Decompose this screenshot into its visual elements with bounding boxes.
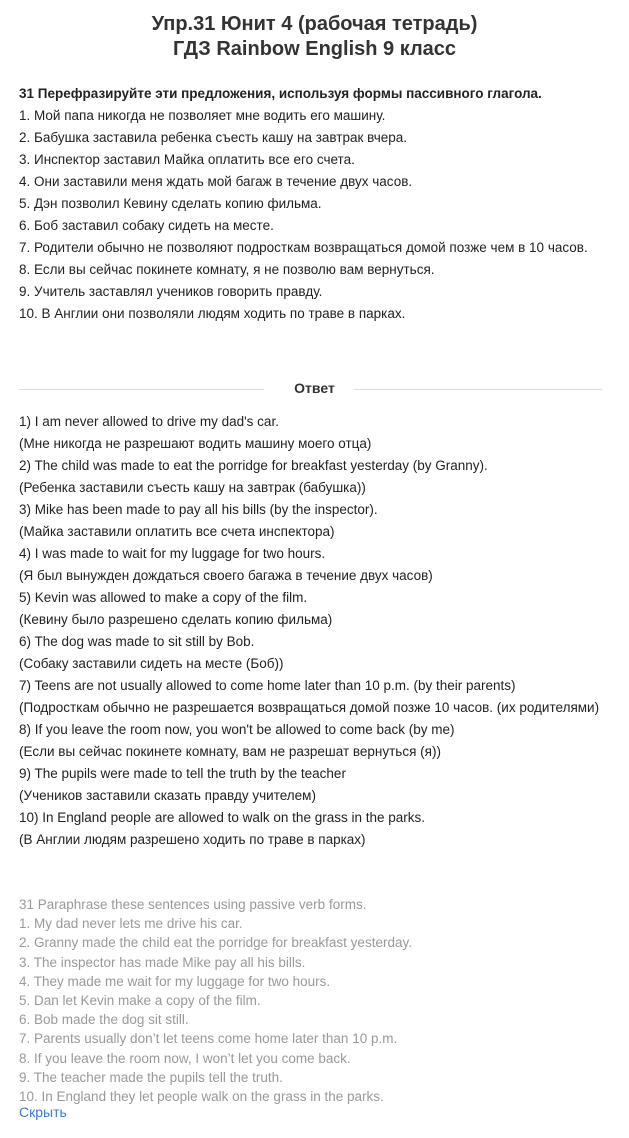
answer-line: (Я был вынужден дождаться своего багажа в течение двух часов) [19,568,433,583]
answer-line: 8) If you leave the room now, you won't be allowed to come back (by me) [19,722,455,737]
answer-line: (Если вы сейчас покинете комнату, вам не разрешат вернуться (я)) [19,744,441,759]
answer-line: 1) I am never allowed to drive my dad's car. [19,414,279,429]
english-line: 2. Granny made the child eat the porridge for breakfast yesterday. [19,935,412,951]
english-line: 9. The teacher made the pupils tell the truth. [19,1069,283,1085]
task-item: 8. Если вы сейчас покинете комнату, я не позволю вам вернуться. [19,262,435,277]
answer-line: 4) I was made to wait for my luggage for two hours. [19,546,326,561]
english-line: 6. Bob made the dog sit still. [19,1012,189,1028]
answer-line: (Подросткам обычно не разрешается возвращаться домой позже 10 часов. (их родителями) [19,700,600,715]
answer-line: (В Англии людям разрешено ходить по траве в парках) [19,832,366,847]
task-block [19,83,619,325]
answer-line: 6) The dog was made to sit still by Bob. [19,634,255,649]
english-block [19,895,609,1106]
answer-line: 2) The child was made to eat the porridge for breakfast yesterday (by Granny). [19,458,488,473]
task-item: 2. Бабушка заставила ребенка съесть кашу на завтрак вчера. [19,130,408,145]
english-line: 3. The inspector has made Mike pay all his bills. [19,954,306,970]
task-item: 7. Родители обычно не позволяют подросткам возвращаться домой позже чем в 10 часов. [19,240,588,255]
english-line: 4. They made me wait for my luggage for two hours. [19,973,331,989]
answer-line: 9) The pupils were made to tell the truth by the teacher [19,766,346,781]
english-line: 7. Parents usually don’t let teens come home later than 10 p.m. [19,1031,398,1047]
english-line: 5. Dan let Kevin make a copy of the film. [19,993,261,1009]
task-item: 10. В Англии они позволяли людям ходить по траве в парках. [19,306,406,321]
answer-heading: Ответ [294,380,335,396]
answer-line: (Собаку заставили сидеть на месте (Боб)) [19,656,284,671]
english-line: 1. My dad never lets me drive his car. [19,916,243,932]
answer-line: (Мне никогда не разрешают водить машину моего отца) [19,436,372,451]
answer-line: 3) Mike has been made to pay all his bills (by the inspector). [19,502,378,517]
answer-line: 7) Teens are not usually allowed to come home later than 10 p.m. (by their parents) [19,678,516,693]
answer-line: 10) In England people are allowed to walk on the grass in the parks. [19,810,426,825]
answers-block [19,411,609,851]
hide-link[interactable]: Скрыть [19,1104,67,1120]
divider-right [354,389,602,390]
english-line: 8. If you leave the room now, I won’t let you come back. [19,1050,351,1066]
task-heading: 31 Перефразируйте эти предложения, используя формы пассивного глагола. [19,86,542,101]
answer-line: (Кевину было разрешено сделать копию фильма) [19,612,333,627]
task-item: 9. Учитель заставлял учеников говорить правду. [19,284,323,299]
answer-line: (Учеников заставили сказать правду учителем) [19,788,316,803]
page-subtitle: ГДЗ Rainbow English 9 класс [172,38,457,60]
english-line: 31 Paraphrase these sentences using passive verb forms. [19,897,367,912]
task-item: 5. Дэн позволил Кевину сделать копию фильма. [19,196,322,211]
task-item: 4. Они заставили меня ждать мой багаж в течение двух часов. [19,174,413,189]
answer-line: (Ребенка заставили съесть кашу на завтрак (бабушка)) [19,480,366,495]
answer-line: (Майка заставили оплатить все счета инспектора) [19,524,335,539]
english-line: 10. In England they let people walk on the grass in the parks. [19,1089,384,1105]
page-title: Упр.31 Юнит 4 (рабочая тетрадь) [151,13,478,35]
task-item: 6. Боб заставил собаку сидеть на месте. [19,218,274,233]
answer-line: 5) Kevin was allowed to make a copy of the film. [19,590,308,605]
task-item: 1. Мой папа никогда не позволяет мне водить его машину. [19,108,386,123]
task-item: 3. Инспектор заставил Майка оплатить все его счета. [19,152,355,167]
